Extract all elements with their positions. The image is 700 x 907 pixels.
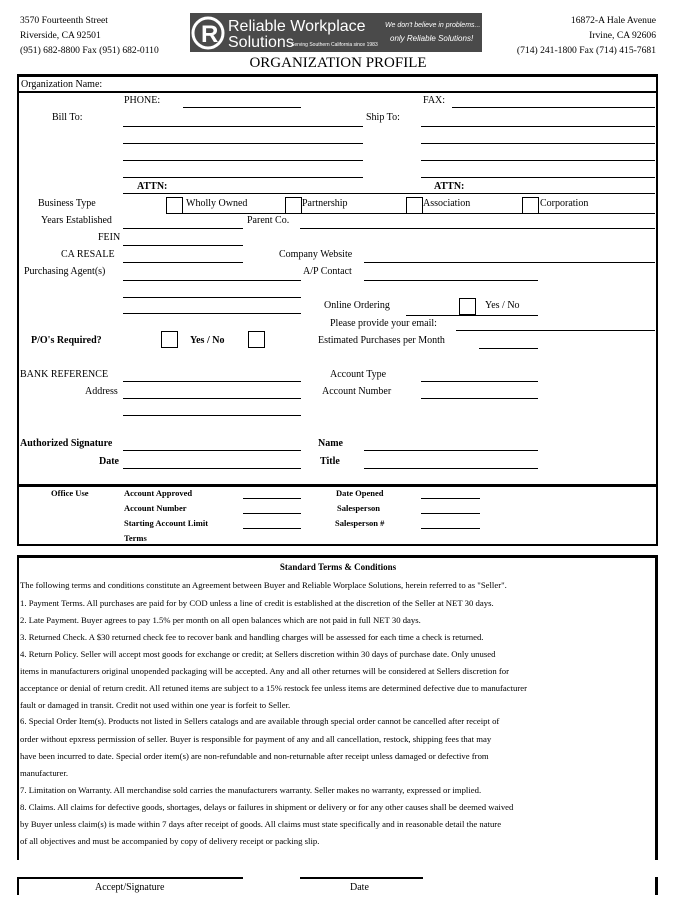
company-website-label: Company Website: [279, 249, 353, 260]
provide-email-label: Please provide your email:: [330, 318, 437, 329]
wholly-owned-label: Wholly Owned: [186, 198, 248, 209]
salesperson-field[interactable]: [421, 513, 480, 514]
company-website-field[interactable]: [364, 262, 655, 263]
office-use-label: Office Use: [51, 488, 89, 498]
purchasing-agent-field-3[interactable]: [123, 313, 301, 314]
logo-sub: Serving Southern California since 1983: [291, 42, 378, 48]
est-purchases-label: Estimated Purchases per Month: [318, 335, 445, 346]
office-account-number-label: Account Number: [124, 503, 187, 513]
association-label: Association: [423, 198, 471, 209]
date-label: Date: [99, 456, 119, 467]
po-required-no-checkbox[interactable]: [248, 331, 265, 348]
logo-tagline2: only Reliable Solutions!: [390, 34, 474, 43]
ship-to-line-2[interactable]: [421, 143, 655, 144]
attn-ship-label: ATTN:: [434, 181, 465, 192]
fax-label: FAX:: [423, 95, 446, 106]
account-number-label: Account Number: [322, 386, 392, 397]
name-field[interactable]: [364, 450, 538, 451]
starting-limit-label: Starting Account Limit: [124, 518, 209, 528]
logo-name-line1: Reliable Workplace: [228, 18, 366, 35]
bank-reference-label: BANK REFERENCE: [20, 369, 109, 380]
corporation-checkbox[interactable]: [522, 197, 539, 214]
salesperson-label: Salesperson: [337, 503, 380, 513]
business-type-label: Business Type: [38, 198, 96, 209]
terms-line: 1. Payment Terms. All purchases are paid for by COD unless a line of credit is established at the discretion of the Seller at NET 30 days.: [20, 598, 494, 608]
corporation-label: Corporation: [540, 198, 589, 209]
bill-to-line-4[interactable]: [123, 177, 363, 178]
right-address-line: Irvine, CA 92606: [589, 30, 656, 41]
ship-to-line-3[interactable]: [421, 160, 655, 161]
fein-label: FEIN: [98, 232, 121, 243]
account-type-label: Account Type: [330, 369, 387, 380]
date-field[interactable]: [123, 468, 301, 469]
online-ordering-label: Online Ordering: [324, 300, 390, 311]
bill-to-label: Bill To:: [52, 112, 83, 123]
est-purchases-field[interactable]: [479, 348, 538, 349]
logo-name-line2: Solutions: [228, 34, 294, 51]
date-opened-field[interactable]: [421, 498, 480, 499]
terms-heading: Standard Terms & Conditions: [279, 562, 397, 572]
left-address: [20, 13, 159, 58]
address-label: Address: [85, 386, 118, 397]
account-type-field[interactable]: [421, 381, 538, 382]
terms-line: fault or damaged in transit. Credit not used within one year is forfeit to Seller.: [20, 700, 291, 710]
phone-label: PHONE:: [124, 95, 161, 106]
terms-label: Terms: [124, 533, 147, 543]
org-name-label: Organization Name:: [21, 79, 103, 90]
accept-date-label: Date: [350, 882, 369, 893]
parent-co-label: Parent Co.: [247, 215, 290, 226]
bill-to-line-2[interactable]: [123, 143, 363, 144]
left-address-line: 3570 Fourteenth Street: [20, 15, 108, 26]
account-approved-field[interactable]: [243, 498, 301, 499]
terms-line: 2. Late Payment. Buyer agrees to pay 1.5% per month on all open balances which are not paid in full NET 30 days.: [20, 615, 421, 625]
date-opened-label: Date Opened: [336, 488, 384, 498]
terms-line: 4. Return Policy. Seller will accept most goods for exchange or credit; at Sellers discretion within 30 days of purchase date. Only unused: [20, 649, 496, 659]
email-field[interactable]: [456, 330, 655, 331]
starting-limit-field[interactable]: [243, 528, 301, 529]
right-address: [517, 13, 656, 58]
bank-address-field-2[interactable]: [123, 415, 301, 416]
bill-to-line-3[interactable]: [123, 160, 363, 161]
terms-line: 6. Special Order Item(s). Products not listed in Sellers catalogs and are available through special order cannot be cancelled after receipt of: [20, 716, 500, 726]
terms-line: have been incurred to date. Special order item(s) are non-refundable and non-returnable after receipt unless damaged or defective from: [20, 751, 489, 761]
po-required-label: P/O's Required?: [31, 335, 102, 346]
parent-co-field[interactable]: [300, 228, 655, 229]
org-name-underline: [17, 91, 658, 93]
purchasing-agent-field-1[interactable]: [123, 280, 301, 281]
svg-text:R: R: [201, 21, 219, 48]
logo-tagline1: We don't believe in problems...: [385, 22, 481, 29]
ap-contact-label: A/P Contact: [303, 266, 352, 277]
association-checkbox[interactable]: [406, 197, 423, 214]
terms-line: 7. Limitation on Warranty. All merchandise sold carries the manufacturers warranty. Seller makes no warranty, expressed or implied.: [20, 785, 482, 795]
partnership-checkbox[interactable]: [285, 197, 302, 214]
ap-contact-field[interactable]: [364, 280, 538, 281]
terms-line: by Buyer unless claim(s) is made within 7 days after receipt of goods. All claims must state specifically and in reasonable detail the nature: [20, 819, 502, 829]
office-account-number-field[interactable]: [243, 513, 301, 514]
business-type-rule: [183, 213, 655, 214]
terms-line: order without epxress permission of seller. Buyer is responsible for payment of any and all cancellation, restock, shipping fees that may: [20, 734, 492, 744]
ca-resale-label: CA RESALE: [61, 249, 115, 260]
bill-to-line-1[interactable]: [123, 126, 363, 127]
online-ordering-yes-no: Yes / No: [485, 300, 520, 311]
attn-rule: [123, 193, 655, 194]
accept-date-field[interactable]: [300, 877, 423, 879]
online-ordering-rule: [406, 315, 538, 316]
logo-graphic: [190, 13, 482, 52]
online-ordering-checkbox[interactable]: [459, 298, 476, 315]
terms-line: The following terms and conditions constitute an Agreement between Buyer and Reliable Worplace Solutions, herein referred to as "Seller".: [20, 580, 507, 590]
purchasing-agent-label: Purchasing Agent(s): [24, 266, 106, 277]
title-label: Title: [320, 456, 340, 467]
main-form-box: [17, 74, 658, 486]
accept-signature-field[interactable]: [17, 877, 243, 879]
terms-line: acceptance or denial of return credit. All retuned items are subject to a 15% restock fee unless items are determined defective due to manufacturer: [20, 683, 528, 693]
name-label: Name: [318, 438, 343, 449]
salesperson-no-field[interactable]: [421, 528, 480, 529]
right-address-line: 16872-A Hale Avenue: [570, 15, 656, 26]
terms-line: 3. Returned Check. A $30 returned check fee to recover bank and handling charges will be assessed for each time a check is returned.: [20, 632, 484, 642]
accept-signature-label: Accept/Signature: [95, 882, 165, 893]
ship-to-label: Ship To:: [366, 112, 400, 123]
terms-line: 8. Claims. All claims for defective goods, shortages, delays or failures in shipment or delivery or for any other causes shall be deemed waived: [20, 802, 514, 812]
po-required-yes-checkbox[interactable]: [161, 331, 178, 348]
fein-field[interactable]: [123, 245, 243, 246]
left-address-line: (951) 682-8800 Fax (951) 682-0110: [20, 45, 159, 56]
po-required-yes-no: Yes / No: [190, 335, 225, 346]
years-established-label: Years Established: [41, 215, 112, 226]
ca-resale-field[interactable]: [123, 262, 243, 263]
bank-reference-field[interactable]: [123, 381, 301, 382]
terms-line: of all objectives and must be accompanied by copy of delivery receipt or packing slip.: [20, 836, 320, 846]
account-approved-label: Account Approved: [124, 488, 193, 498]
wholly-owned-checkbox[interactable]: [166, 197, 183, 214]
account-number-field[interactable]: [421, 398, 538, 399]
page-title: ORGANIZATION PROFILE: [249, 55, 427, 71]
bank-address-field-1[interactable]: [123, 398, 301, 399]
terms-line: items in manufacturers original unopended packaging will be accepted. Any and all other returnes will be considered at Sellers discretion for: [20, 666, 509, 676]
purchasing-agent-field-2[interactable]: [123, 297, 301, 298]
ship-to-line-4[interactable]: [421, 177, 655, 178]
salesperson-no-label: Salesperson #: [335, 518, 385, 528]
company-logo: [190, 13, 482, 52]
ship-to-line-1[interactable]: [421, 126, 655, 127]
authorized-signature-field[interactable]: [123, 450, 301, 451]
title-field[interactable]: [364, 468, 538, 469]
partnership-label: Partnership: [302, 198, 348, 209]
left-address-line: Riverside, CA 92501: [20, 30, 101, 41]
authorized-signature-label: Authorized Signature: [20, 438, 113, 449]
phone-field[interactable]: [183, 107, 301, 108]
fax-field[interactable]: [452, 107, 655, 108]
right-address-line: (714) 241-1800 Fax (714) 415-7681: [516, 45, 656, 56]
terms-line: manufacturer.: [20, 768, 68, 778]
years-established-field[interactable]: [123, 228, 243, 229]
attn-bill-label: ATTN:: [137, 181, 168, 192]
